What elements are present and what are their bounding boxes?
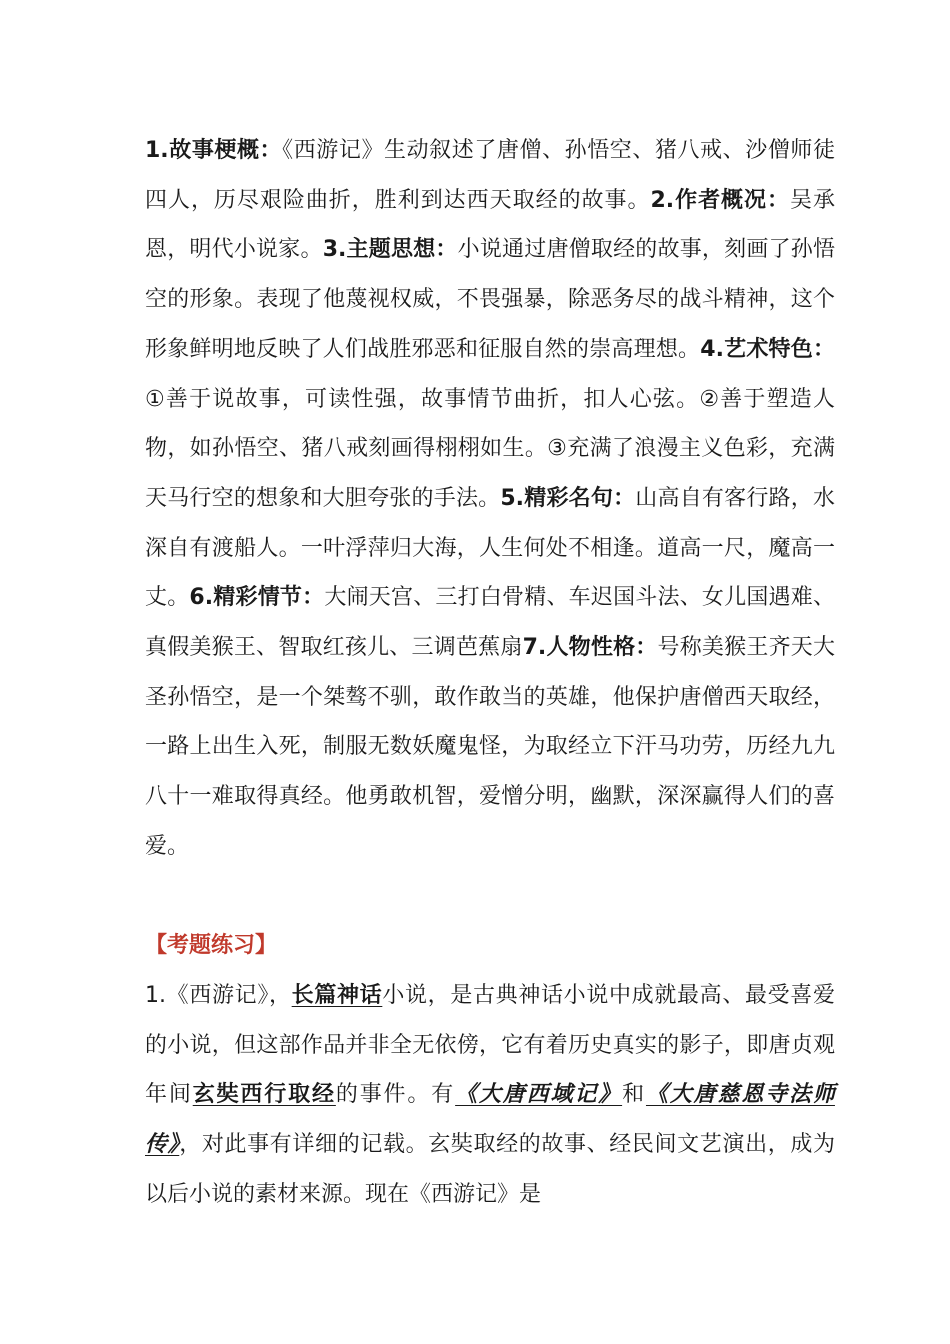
q1-text-d: 和 bbox=[622, 1082, 646, 1108]
q1-answer-book-2: 《大唐慈恩寺法师传》 bbox=[145, 1082, 835, 1158]
q1-answer-genre: 长篇神话 bbox=[291, 983, 383, 1008]
summary-label-author: 2.作者概况： bbox=[650, 187, 790, 213]
summary-paragraph bbox=[145, 126, 835, 921]
summary-label-episodes: 6.精彩情节： bbox=[189, 585, 325, 611]
q1-answer-event: 玄奘西行取经 bbox=[192, 1082, 336, 1108]
q1-text-e: ，对此事有详细的记载。玄奘取经的故事、经民间文艺演出，成为以后小说的素材来源。现在《西游记》是 bbox=[145, 1132, 835, 1207]
practice-question-1 bbox=[145, 971, 835, 1221]
summary-text-author: 吴承恩，明代小说家。 bbox=[145, 187, 835, 263]
practice-heading: 【考题练习】 bbox=[145, 933, 278, 958]
q1-text-a: 1.《西游记》， bbox=[145, 983, 292, 1008]
summary-text-quotes: 山高自有客行路，水深自有渡船人。一叶浮萍归大海，人生何处不相逢。道高一尺，魔高一丈。 bbox=[145, 485, 835, 611]
summary-label-theme: 3.主题思想： bbox=[322, 237, 458, 263]
summary-text-plot: 《西游记》生动叙述了唐僧、孙悟空、猪八戒、沙僧师徒四人，历尽艰险曲折，胜利到达西天取经的故事。 bbox=[145, 138, 835, 213]
summary-label-art: 4.艺术特色： bbox=[700, 336, 835, 362]
summary-text-theme: 小说通过唐僧取经的故事，刻画了孙悟空的形象。表现了他蔑视权威，不畏强暴，除恶务尽的战斗精神，这个形象鲜明地反映了人们战胜邪恶和征服自然的崇高理想。 bbox=[145, 237, 835, 362]
summary-text-character: 号称美猴王齐天大圣孙悟空，是一个桀骜不驯，敢作敢当的英雄，他保护唐僧西天取经，一路上出生入死，制服无数妖魔鬼怪，为取经立下汗马功劳，历经九九八十一难取得真经。他勇敢机智，爱憎分明，幽默，深深赢得人们的喜爱。 bbox=[145, 635, 835, 859]
summary-text-art: ①善于说故事，可读性强，故事情节曲折，扣人心弦。②善于塑造人物，如孙悟空、猪八戒刻画得栩栩如生。③充满了浪漫主义色彩，充满天马行空的想象和大胆夸张的手法。 bbox=[145, 386, 835, 511]
summary-text-episodes: 大闹天宫、三打白骨精、车迟国斗法、女儿国遇难、真假美猴王、智取红孩儿、三调芭蕉扇 bbox=[145, 585, 835, 661]
q1-answer-book-1: 《大唐西域记》 bbox=[455, 1082, 623, 1108]
q1-text-c: 的事件。有 bbox=[335, 1082, 456, 1108]
summary-label-plot: 1.故事梗概： bbox=[145, 138, 283, 163]
summary-label-character: 7.人物性格： bbox=[522, 635, 658, 661]
summary-label-quotes: 5.精彩名句： bbox=[500, 485, 636, 511]
q1-text-b: 小说，是古典神话小说中成就最高、最受喜爱的小说，但这部作品并非全无依傍，它有着历史真实的影子，即唐贞观年间 bbox=[145, 983, 835, 1108]
